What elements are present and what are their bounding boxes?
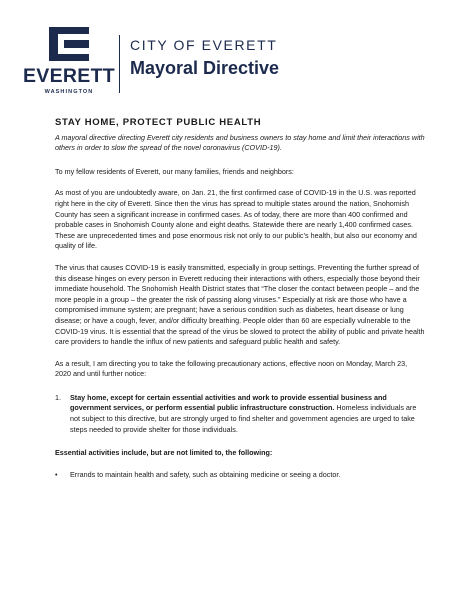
directive-title: STAY HOME, PROTECT PUBLIC HEALTH xyxy=(55,117,262,128)
bullet-symbol: • xyxy=(55,469,58,479)
directive-body xyxy=(55,118,425,480)
everett-logo xyxy=(20,27,118,97)
logo-wordmark: EVERETT xyxy=(22,65,116,87)
item-text xyxy=(70,393,425,435)
paragraph-3: As a result, I am directing you to take the following precautionary actions, effective noon on Monday, March 23, 2020 and until further notice: xyxy=(55,358,408,379)
essential-activities-heading xyxy=(55,448,425,459)
bullet-text: Errands to maintain health and safety, such as obtaining medicine or seeing a doctor. xyxy=(70,469,341,479)
logo-subtext: WASHINGTON xyxy=(44,89,94,95)
city-name: CITY OF EVERETT xyxy=(130,37,278,53)
item-number: 1. xyxy=(55,392,61,402)
list-item xyxy=(55,470,425,481)
greeting: To my fellow residents of Everett, our many families, friends and neighbors: xyxy=(55,166,294,176)
paragraph-2: The virus that causes COVID-19 is easily transmitted, especially in group settings. Preventing the further spread of this disease hinges on every person in Everett reducing their interactions with others, especially those beyond their immediate household. The Snohomish Health District states that “The closer the contact between people – and the more people in a group – the greater the risk of passing along viruses.” Especially at risk are those who have a compromised immune system; are pregnant; have a serious condition such as diabetes, heart disease or lung disease; or have a cough, fever, and/or difficulty breathing. People older than 60 are especially vulnerable to the COVID-19 virus. It is essential that the spread of the virus be slowed to protect the ability of public and private health care providers to handle the influx of new patients and safeguard public health and safety. xyxy=(55,262,425,347)
paragraph-1: As most of you are undoubtedly aware, on Jan. 21, the first confirmed case of COVID-19 in the U.S. was reported right here in the city of Everett. Since then the virus has spread to multiple states around the nation, Snohomish County has seen a significant increase in confirmed cases. As of today, there are more than 400 confirmed and probable cases in Snohomish County alone and eight deaths. Statewide there are nearly 1,400 confirmed cases. These are unprecedented times and pose enormous risk not only to our public’s health, but also our economy and quality of life. xyxy=(55,188,417,251)
header-divider xyxy=(119,35,120,93)
everett-emblem-icon xyxy=(49,27,89,61)
directive-subtitle: A mayoral directive directing Everett city residents and business owners to stay home and limit their interactions with others in order to slow the spread of the novel coronavirus (COVID-19). xyxy=(55,132,425,153)
directive-item-1 xyxy=(55,393,425,435)
item-bold-text: Stay home, except for certain essential activities and work to provide essential business and government services, or perform essential public infrastructure construction. xyxy=(70,392,387,413)
document-type: Mayoral Directive xyxy=(130,58,280,78)
essential-heading-text: Essential activities include, but are not limited to, the following: xyxy=(55,448,273,458)
item-body-text: Homeless individuals are not subject to this directive, but are strongly urged to find shelter and government agencies are urged to take steps needed to provide shelter for those individuals. xyxy=(70,403,417,434)
